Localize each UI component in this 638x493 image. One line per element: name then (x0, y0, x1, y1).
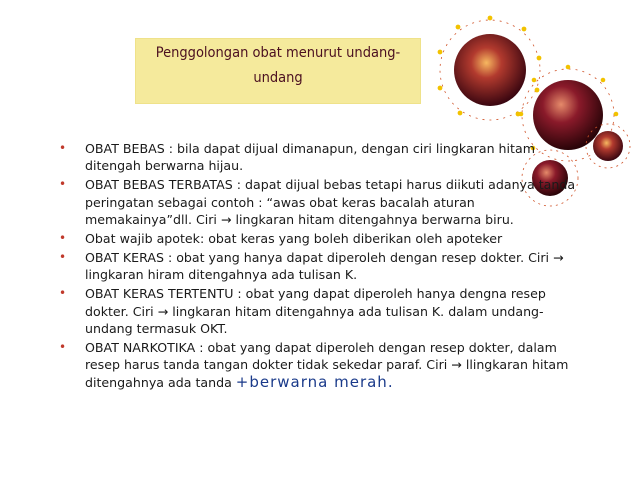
item-text: OBAT BEBAS : bila dapat dijual dimanapun, dengan ciri lingkaran hitam ditengah berwarna hijau. (85, 141, 535, 174)
bullet-dot: • (59, 177, 67, 192)
item-text-after: lingkaran hitam ditengahnya ada tulisan K. dalam undang-undang termasuk OKT. (85, 303, 544, 337)
list-item (56, 339, 576, 391)
arrow-icon: → (451, 357, 462, 373)
bullet-dot: • (59, 286, 67, 301)
item-text: OBAT KERAS : obat yang hanya dapat diperoleh dengan resep dokter. Ciri (85, 249, 554, 265)
title-line-2: undang (253, 70, 303, 86)
item-text-after: llingkaran hitam ditengahnya ada tanda (85, 357, 569, 390)
item-text: OBAT BEBAS TERBATAS : dapat dijual bebas tetapi harus diikuti adanya tanda peringatan sebagai contoh : “awas obat keras bacalah aturan memakainya”dll. Ciri (85, 177, 576, 228)
list-item (56, 285, 576, 337)
item-text: OBAT KERAS TERTENTU : obat yang dapat diperoleh hanya dengna resep dokter. Ciri (85, 286, 546, 319)
item-tail-text: +berwarna merah. (235, 372, 394, 391)
bullet-dot: • (59, 339, 67, 354)
item-text: OBAT NARKOTIKA : obat yang dapat diperoleh dengan resep dokter, dalam resep harus tanda tangan dokter tidak sekedar paraf. Ciri (85, 339, 557, 373)
item-text: Obat wajib apotek: obat keras yang boleh diberikan oleh apoteker (85, 231, 503, 247)
item-text-after: lingkaran hiram ditengahnya ada tulisan K. (85, 267, 358, 283)
item-text-after: lingkaran hitam ditengahnya berwarna biru. (231, 212, 514, 228)
list-item (56, 230, 576, 247)
arrow-icon: → (220, 212, 232, 228)
list-item (56, 249, 576, 284)
list-item (56, 176, 576, 228)
firework-large (438, 16, 542, 120)
list-item (56, 140, 576, 175)
title-line-1: Penggolongan obat menurut undang- (155, 45, 401, 61)
bullet-dot: • (59, 141, 67, 155)
arrow-icon: → (157, 303, 169, 319)
title-box (136, 39, 420, 103)
bullet-dot: • (59, 249, 67, 264)
arrow-icon: → (553, 249, 564, 265)
bullet-dot: • (59, 231, 67, 246)
bullet-list (56, 140, 576, 393)
